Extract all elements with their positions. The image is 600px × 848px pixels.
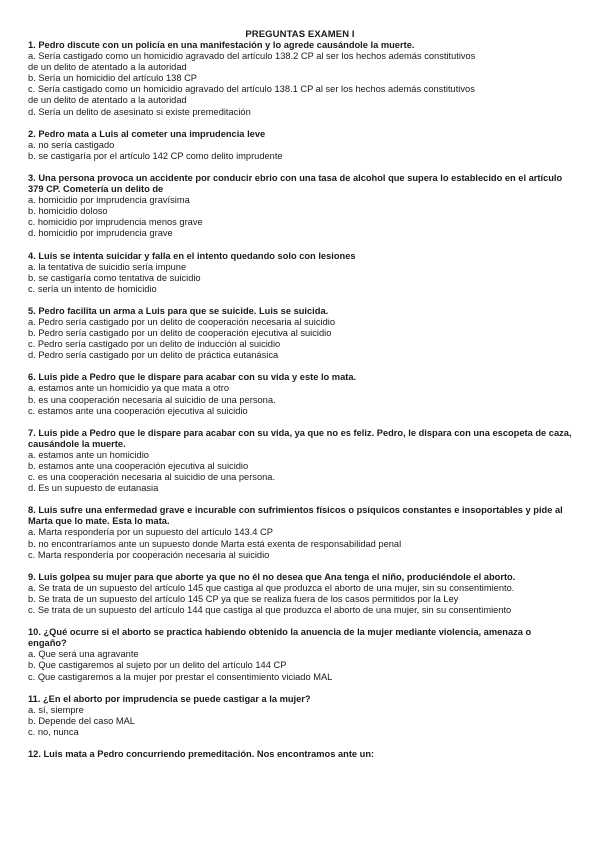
question-11 <box>28 694 572 738</box>
answer-option: b. Depende del caso MAL <box>28 715 135 726</box>
answer-option: c. no, nunca <box>28 726 79 737</box>
answer-option: a. Pedro sería castigado por un delito de cooperación necesaria al suicidio <box>28 316 335 327</box>
answer-option: a. Que será una agravante <box>28 649 139 660</box>
question-text: 12. Luis mata a Pedro concurriendo premeditación. Nos encontramos ante un: <box>28 748 375 759</box>
question-12 <box>28 749 572 760</box>
answer-option: a. estamos ante un homicidio <box>28 449 149 460</box>
answer-option: c. Que castigaremos a la mujer por prestar el consentimiento viciado MAL <box>28 671 333 682</box>
question-7 <box>28 428 572 495</box>
answer-option: a. homicidio por imprudencia gravísima <box>28 195 190 206</box>
answer-option: b. homicidio doloso <box>28 206 108 217</box>
answer-option: b. Pedro sería castigado por un delito de cooperación ejecutiva al suicidio <box>28 328 332 339</box>
answer-option: a. la tentativa de suicidio sería impune <box>28 261 187 272</box>
question-6 <box>28 372 572 416</box>
answer-option: c. Se trata de un supuesto del artículo 144 que castiga al que produzca el aborto de una mujer, sin su consentimiento <box>28 605 512 616</box>
question-10 <box>28 627 572 682</box>
answer-option: b. estamos ante una cooperación ejecutiva al suicidio <box>28 461 249 471</box>
answer-option: a. no sería castigado <box>28 139 115 150</box>
answer-option: b. Sería un homicidio del artículo 138 CP <box>28 73 197 84</box>
question-9 <box>28 572 572 616</box>
answer-option: c. es una cooperación necesaria al suicidio de una persona. <box>28 472 276 483</box>
answer-option: c. homicidio por imprudencia menos grave <box>28 217 203 228</box>
question-8 <box>28 505 572 560</box>
question-text: 3. Una persona provoca un accidente por conducir ebrio con una tasa de alcohol que supera lo establecido en el artículo 379 CP. Cometería un delito de <box>28 172 563 195</box>
answer-option: c. estamos ante una cooperación ejecutiva al suicidio <box>28 405 248 416</box>
question-text: 9. Luis golpea su mujer para que aborte ya que no él no desea que Ana tenga el niño, produciéndole el aborto. <box>28 571 516 582</box>
answer-option: a. sí, siempre <box>28 704 84 715</box>
answer-option: a. Sería castigado como un homicidio agravado del artículo 138.2 CP al ser los hechos además constitutivos de un delito de atentado a la autoridad <box>28 51 476 73</box>
answer-option: a. estamos ante un homicidio ya que mata a otro <box>28 383 230 394</box>
answer-option: b. se castigaría por el artículo 142 CP como delito imprudente <box>28 150 283 161</box>
question-text: 2. Pedro mata a Luis al cometer una imprudencia leve <box>28 128 266 139</box>
answer-option: c. Sería castigado como un homicidio agravado del artículo 138.1 CP al ser los hechos además constitutivos de un delito de atentado a la autoridad <box>28 84 475 106</box>
question-text: 1. Pedro discute con un policía en una manifestación y lo agrede causándole la muerte. <box>28 40 415 50</box>
answer-option: d. Es un supuesto de eutanasia <box>28 483 159 494</box>
question-text: 8. Luis sufre una enfermedad grave e incurable con sufrimientos físicos o psíquicos constantes e insoportables y pide al Marta que lo mate. Esta lo mata. <box>28 505 563 527</box>
page-title: PREGUNTAS EXAMEN I <box>245 29 355 40</box>
answer-option: a. Marta respondería por un supuesto del artículo 143.4 CP <box>28 527 273 538</box>
answer-option: c. sería un intento de homicidio <box>28 283 157 294</box>
question-3 <box>28 173 572 240</box>
question-5 <box>28 306 572 361</box>
answer-option: c. Pedro sería castigado por un delito de inducción al suicidio <box>28 339 281 350</box>
answer-option: d. homicidio por imprudencia grave <box>28 228 173 239</box>
answer-option: d. Sería un delito de asesinato si existe premeditación <box>28 106 251 117</box>
question-text: 5. Pedro facilita un arma a Luis para que se suicide. Luis se suicida. <box>28 305 329 316</box>
answer-option: b. no encontraríamos ante un supuesto donde Marta está exenta de responsabilidad penal <box>28 538 402 549</box>
answer-option: a. Se trata de un supuesto del artículo 145 que castiga al que produzca el aborto de una mujer, sin su consentimiento. <box>28 582 515 593</box>
answer-option: b. Se trata de un supuesto del artículo 145 CP ya que se realiza fuera de los casos permitidos por la Ley <box>28 593 459 604</box>
answer-option: d. Pedro sería castigado por un delito de práctica eutanásica <box>28 350 279 361</box>
question-1 <box>28 40 572 118</box>
question-4 <box>28 251 572 295</box>
answer-option: b. es una cooperación necesaria al suicidio de una persona. <box>28 394 276 405</box>
question-2 <box>28 129 572 162</box>
question-text: 7. Luis pide a Pedro que le dispare para acabar con su vida, ya que no es feliz. Pedro, le dispara con una escopeta de caza, causándole la muerte. <box>28 427 572 449</box>
question-text: 4. Luis se intenta suicidar y falla en el intento quedando solo con lesiones <box>28 250 356 261</box>
question-text: 6. Luis pide a Pedro que le dispare para acabar con su vida y este lo mata. <box>28 372 357 383</box>
question-text: 10. ¿Qué ocurre si el aborto se practica habiendo obtenido la anuencia de la mujer mediante violencia, amenaza o engaño? <box>28 627 532 649</box>
question-list <box>28 40 572 760</box>
question-text: 11. ¿En el aborto por imprudencia se puede castigar a la mujer? <box>28 693 311 704</box>
answer-option: b. se castigaría como tentativa de suicidio <box>28 272 201 283</box>
answer-option: b. Que castigaremos al sujeto por un delito del artículo 144 CP <box>28 660 287 671</box>
answer-option: c. Marta respondería por cooperación necesaria al suicidio <box>28 549 270 560</box>
